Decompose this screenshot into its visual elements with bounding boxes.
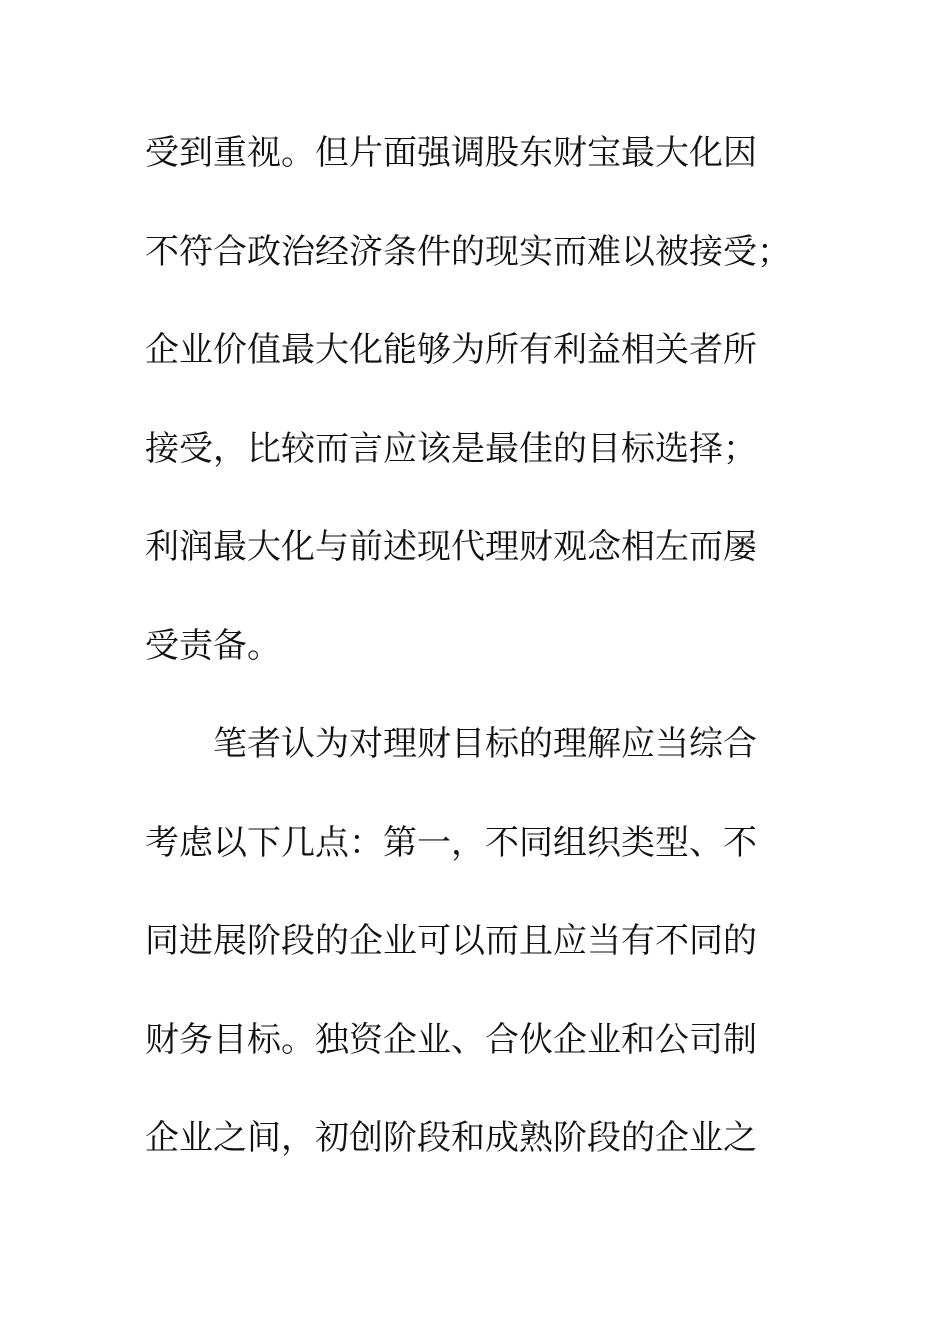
text-line: 企业之间，初创阶段和成熟阶段的企业之 <box>145 1118 757 1158</box>
text-line: 利润最大化与前述现代理财观念相左而屡 <box>145 527 757 567</box>
body-text <box>145 127 791 1211</box>
text-line: 受责备。 <box>145 625 281 666</box>
paragraph-start-line: 笔者认为对理财目标的理解应当综合 <box>213 724 757 764</box>
text-line: 接受，比较而言应该是最佳的目标选择； <box>145 428 757 469</box>
text-line: 财务目标。独资企业、合伙企业和公司制 <box>145 1019 757 1060</box>
text-line: 考虑以下几点：第一，不同组织类型、不 <box>145 822 757 863</box>
text-line: 同进展阶段的企业可以而且应当有不同的 <box>145 921 757 961</box>
text-line: 不符合政治经济条件的现实而难以被接受； <box>145 231 791 272</box>
text-line: 受到重视。但片面强调股东财宝最大化因 <box>145 133 757 173</box>
text-line: 企业价值最大化能够为所有利益相关者所 <box>145 330 757 370</box>
